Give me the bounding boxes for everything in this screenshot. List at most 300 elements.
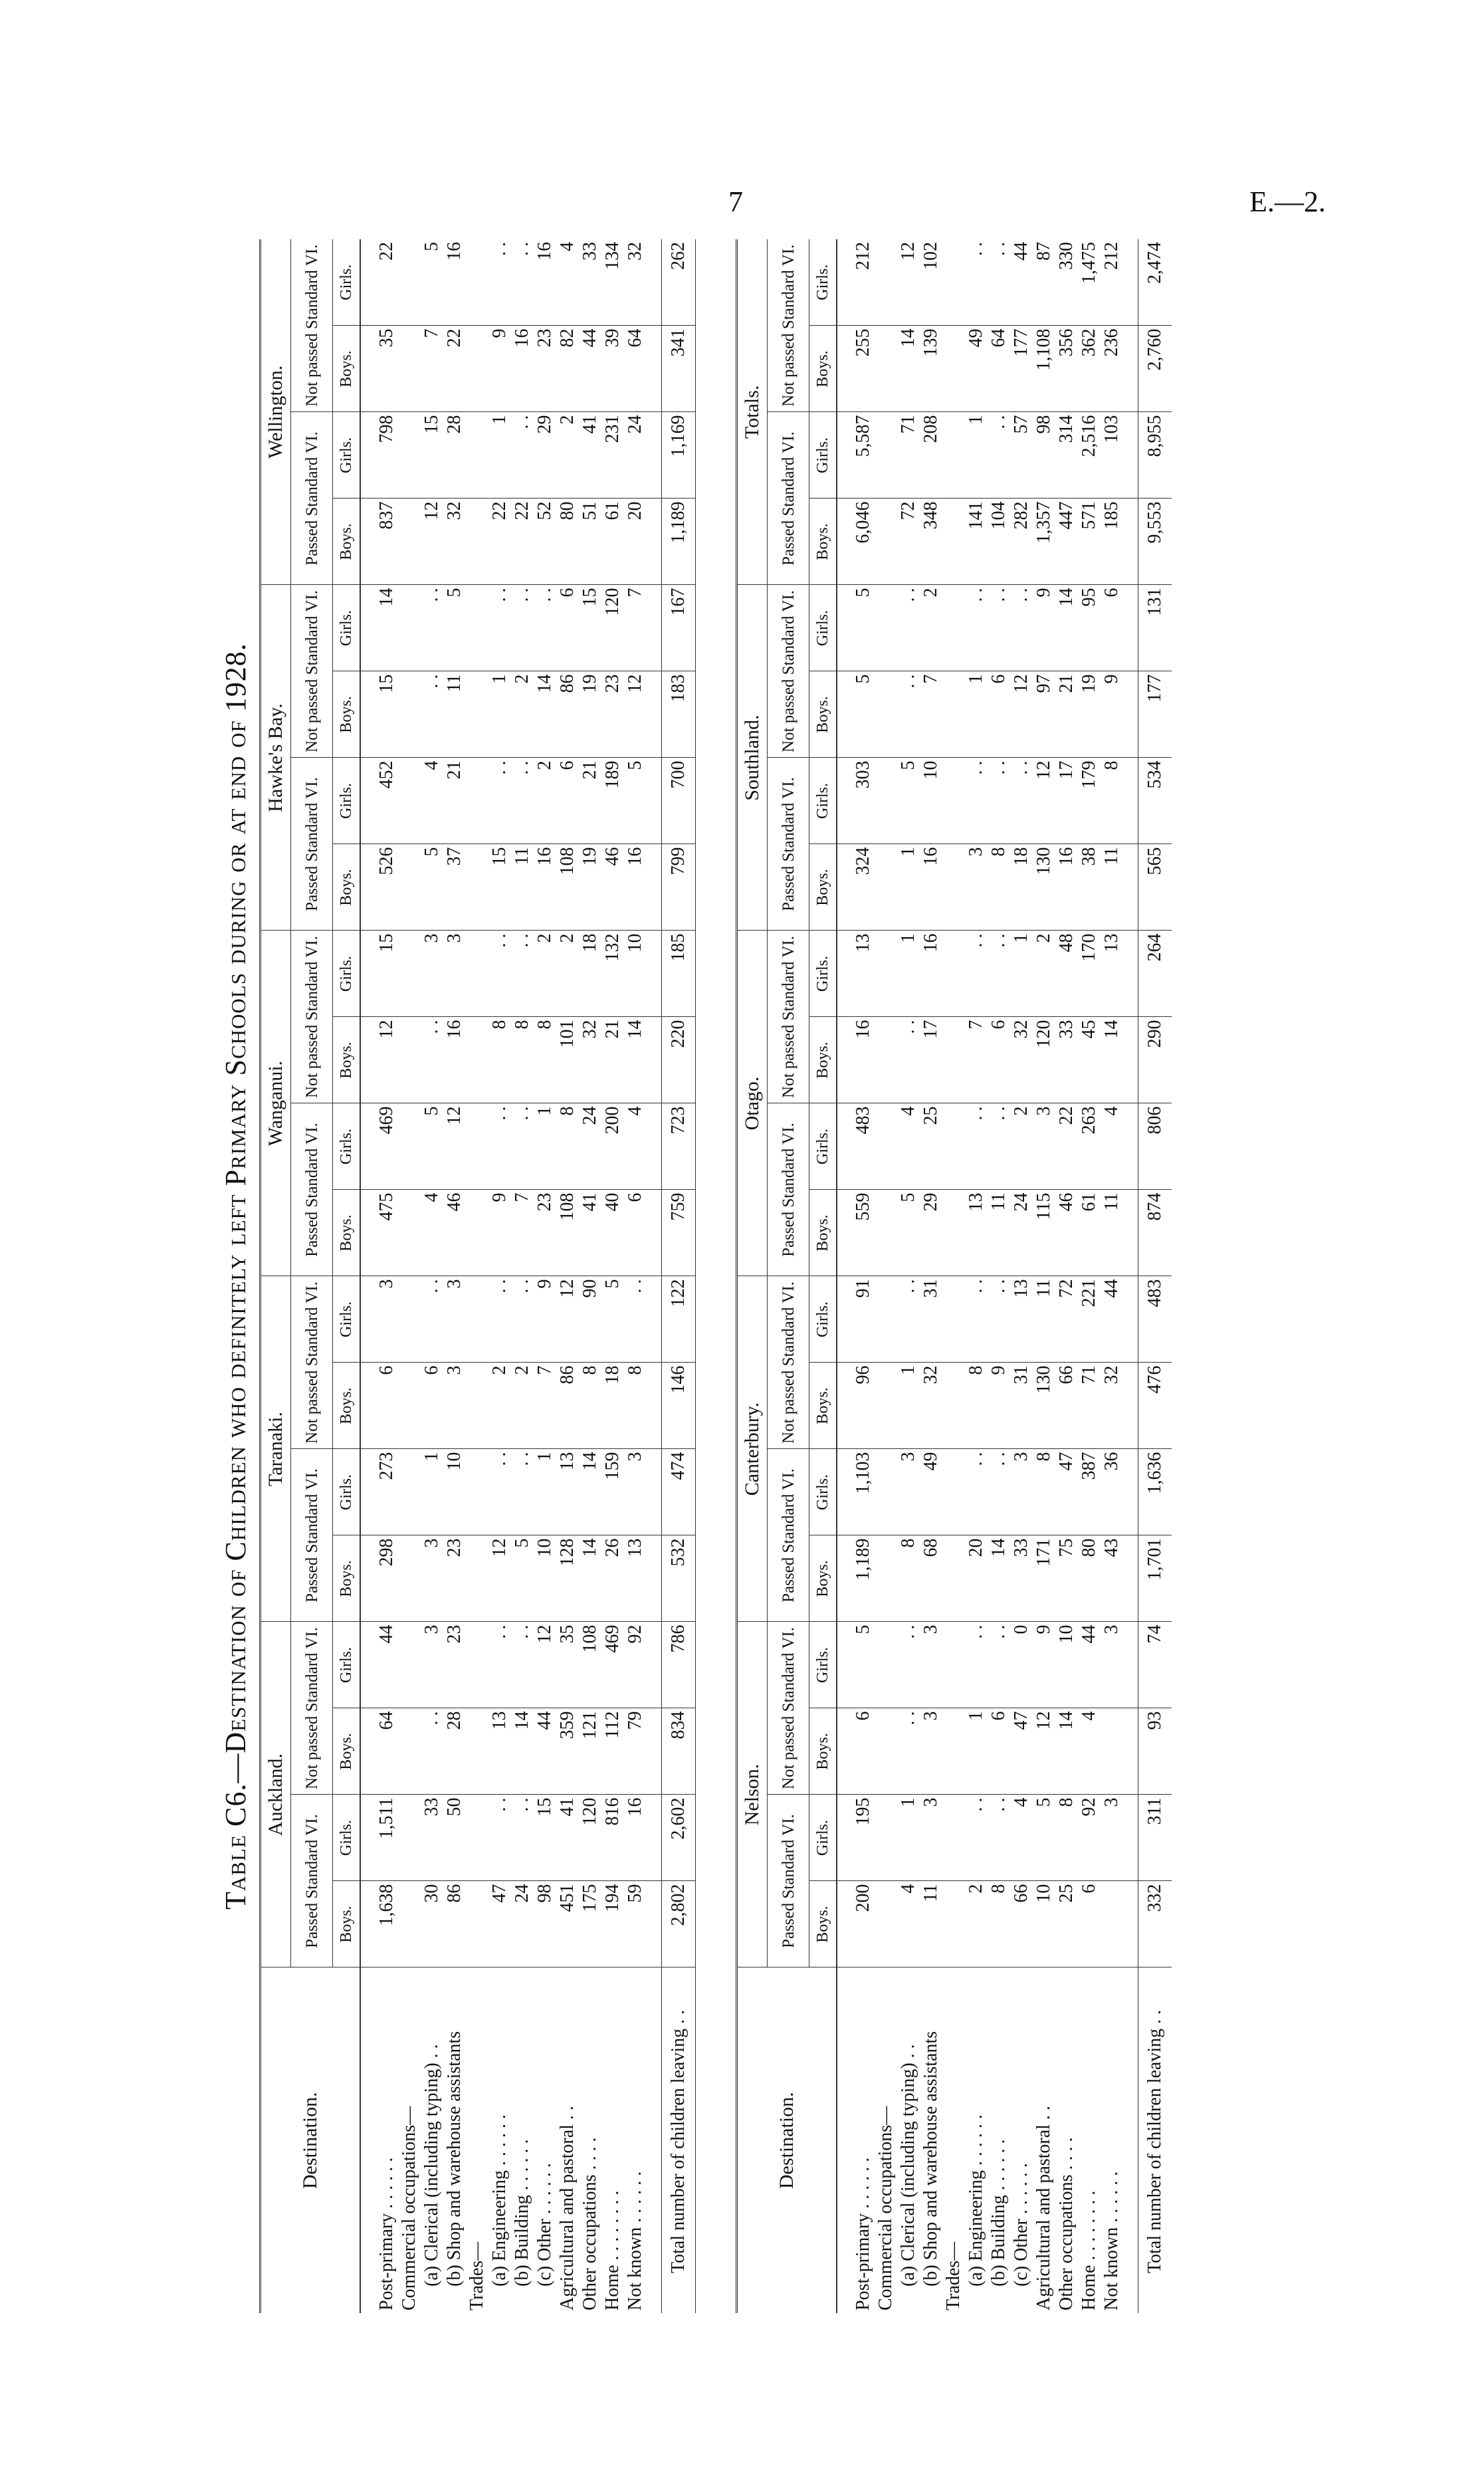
table-cell (398, 585, 421, 671)
table-cell: 21 (579, 758, 601, 844)
table-cell: . . (965, 758, 988, 844)
table-cell (942, 1795, 965, 1881)
girls-header: Girls. (333, 1449, 361, 1535)
table-cell: 28 (443, 1708, 466, 1795)
table-cell: 49 (920, 1449, 942, 1535)
not-passed-header: Not passed Standard VI. (768, 1276, 809, 1449)
table-cell (398, 239, 421, 326)
table-cell (398, 1017, 421, 1103)
table-cell: 469 (375, 1103, 398, 1190)
table-cell (466, 1190, 488, 1276)
table-cell: 6 (421, 1363, 443, 1449)
table-cell: 12 (421, 499, 443, 585)
table-cell: 6 (375, 1363, 398, 1449)
table-cell: 3 (443, 1276, 466, 1363)
row-label: (c) Other . . . . . . (534, 2163, 555, 2287)
table-cell: 5 (601, 1276, 624, 1363)
table-cell: 39 (601, 326, 624, 412)
girls-header: Girls. (809, 1276, 837, 1363)
table-cell: 348 (920, 499, 942, 585)
table-cell: 476 (1138, 1363, 1172, 1449)
table-cell (398, 1449, 421, 1535)
table-cell: 6 (1078, 1881, 1101, 1967)
table-cell: 786 (662, 1622, 696, 1708)
table-cell: 120 (1033, 1017, 1055, 1103)
table-cell: 26 (601, 1535, 624, 1622)
table-cell: 47 (488, 1881, 511, 1967)
table-cell: 1,701 (1138, 1535, 1172, 1622)
table-cell: 1 (897, 1363, 920, 1449)
table-cell: 23 (443, 1535, 466, 1622)
table-cell: . . (988, 1622, 1010, 1708)
table-cell (1101, 1708, 1123, 1795)
table-cell: 2 (511, 1363, 534, 1449)
table-cell: . . (488, 758, 511, 844)
table-cell: 12 (897, 239, 920, 326)
table-row (624, 239, 647, 2313)
table-cell: 48 (1055, 931, 1078, 1017)
table-cell: 7 (965, 1017, 988, 1103)
row-label: Trades— (943, 2241, 964, 2310)
table-cell: 66 (1010, 1881, 1033, 1967)
table-cell: . . (988, 931, 1010, 1017)
table-block (736, 239, 1172, 2313)
table-cell: 14 (624, 1017, 647, 1103)
table-cell: 3 (421, 1535, 443, 1622)
row-label: Home . . . . . . . . (602, 2190, 623, 2310)
table-cell (466, 1708, 488, 1795)
passed-header: Passed Standard VI. (768, 1449, 809, 1622)
table-cell: 5 (852, 585, 875, 671)
table-cell: 18 (579, 931, 601, 1017)
table-cell: 1 (897, 931, 920, 1017)
table-cell (875, 1795, 897, 1881)
table-cell: 1,511 (375, 1795, 398, 1881)
table-cell: 130 (1033, 844, 1055, 931)
table-cell: 5 (511, 1535, 534, 1622)
table-cell (466, 1881, 488, 1967)
table-cell: 179 (1078, 758, 1101, 844)
table-cell: 139 (920, 326, 942, 412)
table-cell: 82 (556, 326, 579, 412)
row-label: Post-primary . . . . . . (376, 2157, 397, 2310)
table-cell: 41 (556, 1795, 579, 1881)
table-cell: 469 (601, 1622, 624, 1708)
table-cell: . . (511, 758, 534, 844)
table-cell: 262 (662, 239, 696, 326)
table-cell: 15 (579, 585, 601, 671)
table-cell (942, 1708, 965, 1795)
row-label: Other occupations . . . . (1056, 2137, 1077, 2310)
table-cell: 298 (375, 1535, 398, 1622)
boys-header: Boys. (333, 1017, 361, 1103)
table-cell: 36 (1101, 1449, 1123, 1535)
region-header: Wanganui. (261, 931, 291, 1276)
table-cell: 72 (897, 499, 920, 585)
girls-header: Girls. (809, 239, 837, 326)
table-cell: 92 (624, 1622, 647, 1708)
table-block (259, 239, 695, 2313)
table-cell: 25 (920, 1103, 942, 1190)
table-cell: 112 (601, 1708, 624, 1795)
table-cell (875, 1449, 897, 1535)
table-cell: . . (897, 1017, 920, 1103)
table-cell: 189 (601, 758, 624, 844)
girls-header: Girls. (333, 1622, 361, 1708)
table-row (988, 239, 1010, 2313)
table-cell: 3 (1010, 1449, 1033, 1535)
table-cell: 24 (579, 1103, 601, 1190)
destination-header: Destination. (738, 1967, 837, 2313)
table-cell: 183 (662, 671, 696, 758)
table-cell: 17 (1055, 758, 1078, 844)
table-cell: 19 (1078, 671, 1101, 758)
table-cell: 8 (534, 1017, 556, 1103)
table-cell: 80 (1078, 1535, 1101, 1622)
table-cell: 18 (601, 1363, 624, 1449)
table-cell: 8 (624, 1363, 647, 1449)
table-cell: 2 (488, 1363, 511, 1449)
table-cell: 4 (421, 758, 443, 844)
table-cell: . . (988, 239, 1010, 326)
block-separator (695, 239, 736, 2313)
table-cell: 86 (556, 671, 579, 758)
girls-header: Girls. (809, 412, 837, 499)
table-cell (942, 1276, 965, 1363)
table-cell (875, 1881, 897, 1967)
table-cell: 200 (852, 1881, 875, 1967)
table-cell: . . (488, 1795, 511, 1881)
table-cell: 14 (988, 1535, 1010, 1622)
not-passed-header: Not passed Standard VI. (768, 931, 809, 1103)
table-cell: 2,602 (662, 1795, 696, 1881)
table-cell: . . (988, 758, 1010, 844)
table-cell: 23 (534, 326, 556, 412)
table-cell (875, 1708, 897, 1795)
table-cell: 95 (1078, 585, 1101, 671)
table-cell: 45 (1078, 1017, 1101, 1103)
table-cell: 92 (1078, 1795, 1101, 1881)
boys-header: Boys. (809, 1190, 837, 1276)
table-cell: . . (965, 1795, 988, 1881)
table-cell: 87 (1033, 239, 1055, 326)
table-cell: 33 (1055, 1017, 1078, 1103)
table-cell: 13 (624, 1535, 647, 1622)
table-cell: 22 (511, 499, 534, 585)
table-cell: 212 (1101, 239, 1123, 326)
table-cell: 5 (421, 1103, 443, 1190)
table-cell: 5 (624, 758, 647, 844)
table-row (601, 239, 624, 2313)
table-cell: 3 (920, 1622, 942, 1708)
region-header: Nelson. (738, 1622, 768, 1967)
row-label: Total number of children leaving . . (1138, 1967, 1172, 2313)
table-cell: 8,955 (1138, 412, 1172, 499)
table-cell (466, 1363, 488, 1449)
table-cell: 12 (488, 1535, 511, 1622)
region-header: Totals. (738, 239, 768, 585)
table-cell: 324 (852, 844, 875, 931)
table-cell: . . (965, 1276, 988, 1363)
table-cell: 11 (443, 671, 466, 758)
table-cell: 90 (579, 1276, 601, 1363)
table-cell: 7 (624, 585, 647, 671)
table-cell: 3 (897, 1449, 920, 1535)
table-row (875, 239, 897, 2313)
table-cell (875, 758, 897, 844)
table-cell: 8 (511, 1017, 534, 1103)
table-cell: 44 (534, 1708, 556, 1795)
table-cell: 46 (1055, 1190, 1078, 1276)
girls-header: Girls. (809, 1795, 837, 1881)
region-header: Hawke's Bay. (261, 585, 291, 931)
table-cell: . . (511, 239, 534, 326)
row-label: (c) Other . . . . . . (1011, 2163, 1031, 2287)
region-header: Taranaki. (261, 1276, 291, 1622)
not-passed-header: Not passed Standard VI. (291, 1276, 333, 1449)
table-cell: 15 (488, 844, 511, 931)
table-cell: 5 (443, 585, 466, 671)
table-cell: 18 (1010, 844, 1033, 931)
table-cell (875, 844, 897, 931)
table-title: Table C6.—Destination of Children who definitely left Primary Schools during or at end of 1928. (219, 643, 252, 1910)
table-cell: . . (988, 1103, 1010, 1190)
table-blocks (259, 239, 1172, 2313)
table-cell: 8 (556, 1103, 579, 1190)
table-cell: 22 (488, 499, 511, 585)
row-label: (a) Clerical (including typing) . . (421, 2044, 442, 2287)
table-cell: 40 (601, 1190, 624, 1276)
table-cell: 212 (852, 239, 875, 326)
table-cell: 16 (920, 931, 942, 1017)
table-cell: 80 (556, 499, 579, 585)
table-cell (398, 1881, 421, 1967)
table-row (1055, 239, 1078, 2313)
table-cell (942, 1363, 965, 1449)
table-cell: 17 (920, 1017, 942, 1103)
table-cell: 447 (1055, 499, 1078, 585)
table-cell: 52 (534, 499, 556, 585)
table-cell (398, 1622, 421, 1708)
table-cell: 483 (852, 1103, 875, 1190)
table-cell: 15 (534, 1795, 556, 1881)
girls-header: Girls. (333, 1103, 361, 1190)
boys-header: Boys. (809, 1363, 837, 1449)
table-cell: 23 (601, 671, 624, 758)
girls-header: Girls. (809, 1449, 837, 1535)
table-cell: 32 (579, 1017, 601, 1103)
table-cell: 30 (421, 1881, 443, 1967)
table-cell: 14 (1101, 1017, 1123, 1103)
row-label: (b) Shop and warehouse assistants (920, 2031, 941, 2287)
table-cell: . . (488, 1449, 511, 1535)
girls-header: Girls. (333, 239, 361, 326)
table-cell: 1,189 (852, 1535, 875, 1622)
table-cell: 3 (443, 931, 466, 1017)
table-cell: 1 (488, 671, 511, 758)
table-cell: 8 (1055, 1795, 1078, 1881)
table-cell: 6 (852, 1708, 875, 1795)
table-cell: . . (488, 239, 511, 326)
table-cell: 12 (375, 1017, 398, 1103)
table-cell: 5 (421, 239, 443, 326)
table-cell (466, 412, 488, 499)
not-passed-header: Not passed Standard VI. (768, 585, 809, 758)
table-cell: 3 (1101, 1622, 1123, 1708)
table-cell: . . (488, 1103, 511, 1190)
region-header: Wellington. (261, 239, 291, 585)
table-cell: 231 (601, 412, 624, 499)
table-cell: 15 (375, 671, 398, 758)
table-cell: 93 (1138, 1708, 1172, 1795)
girls-header: Girls. (809, 1103, 837, 1190)
table-cell (942, 1017, 965, 1103)
table-cell: 874 (1138, 1190, 1172, 1276)
table-cell: 3 (965, 844, 988, 931)
table-cell (875, 1276, 897, 1363)
total-row (662, 239, 696, 2313)
table-cell: 101 (556, 1017, 579, 1103)
table-cell (942, 499, 965, 585)
table-cell: 131 (1138, 585, 1172, 671)
table-cell: 108 (556, 844, 579, 931)
not-passed-header: Not passed Standard VI. (768, 239, 809, 412)
table-cell: 483 (1138, 1276, 1172, 1363)
table-cell: 33 (1010, 1535, 1033, 1622)
table-cell: 3 (920, 1795, 942, 1881)
table-cell: 185 (662, 931, 696, 1017)
table-cell: 21 (601, 1017, 624, 1103)
table-cell (942, 239, 965, 326)
table-cell: 9 (1101, 671, 1123, 758)
data-table (738, 239, 1172, 2313)
row-label: Home . . . . . . . . (1079, 2190, 1099, 2310)
table-cell: . . (421, 1276, 443, 1363)
table-cell: 221 (1078, 1276, 1101, 1363)
table-cell: 16 (920, 844, 942, 931)
table-cell: 11 (1101, 844, 1123, 931)
table-cell: . . (511, 1795, 534, 1881)
table-cell: 16 (443, 1017, 466, 1103)
table-cell: 5 (1033, 1795, 1055, 1881)
table-cell: 16 (624, 1795, 647, 1881)
table-cell: 32 (624, 239, 647, 326)
table-cell: . . (488, 931, 511, 1017)
table-cell: 2 (511, 671, 534, 758)
spacer-row (647, 239, 662, 2313)
table-cell: . . (965, 1622, 988, 1708)
table-cell: 44 (375, 1622, 398, 1708)
row-label: Not known . . . . . . (1101, 2171, 1122, 2310)
table-cell: 21 (443, 758, 466, 844)
passed-header: Passed Standard VI. (291, 1449, 333, 1622)
table-cell: 22 (1055, 1103, 1078, 1190)
table-cell: 49 (965, 326, 988, 412)
table-cell: 14 (1055, 585, 1078, 671)
table-cell: 4 (556, 239, 579, 326)
table-cell: 194 (601, 1881, 624, 1967)
table-cell: 91 (852, 1276, 875, 1363)
boys-header: Boys. (809, 326, 837, 412)
table-cell (398, 1276, 421, 1363)
table-cell (398, 1708, 421, 1795)
table-cell: 9 (1033, 585, 1055, 671)
table-row (965, 239, 988, 2313)
table-cell: 122 (662, 1276, 696, 1363)
table-cell (398, 1363, 421, 1449)
table-cell (942, 1622, 965, 1708)
table-cell: 9 (1033, 1622, 1055, 1708)
page-code: E.—2. (1249, 185, 1326, 218)
table-cell: 103 (1101, 412, 1123, 499)
boys-header: Boys. (809, 499, 837, 585)
table-cell: 3 (421, 931, 443, 1017)
table-cell: 526 (375, 844, 398, 931)
table-cell: 5 (897, 758, 920, 844)
table-cell (875, 499, 897, 585)
girls-header: Girls. (333, 931, 361, 1017)
table-cell: 41 (579, 1190, 601, 1276)
table-cell: 834 (662, 1708, 696, 1795)
table-cell (942, 326, 965, 412)
table-cell: 1,189 (662, 499, 696, 585)
girls-header: Girls. (333, 1276, 361, 1363)
table-cell: . . (534, 585, 556, 671)
table-cell: 33 (579, 239, 601, 326)
table-cell: 3 (443, 1363, 466, 1449)
table-row (1033, 239, 1055, 2313)
table-cell: 208 (920, 412, 942, 499)
table-cell: 2 (1010, 1103, 1033, 1190)
table-cell: 50 (443, 1795, 466, 1881)
table-cell: 44 (1078, 1622, 1101, 1708)
table-cell: 387 (1078, 1449, 1101, 1535)
table-cell: 311 (1138, 1795, 1172, 1881)
table-cell: . . (897, 1622, 920, 1708)
table-cell: 11 (920, 1881, 942, 1967)
table-row (421, 239, 443, 2313)
table-cell: . . (511, 1103, 534, 1190)
table-cell (875, 239, 897, 326)
table-cell: 41 (579, 412, 601, 499)
not-passed-header: Not passed Standard VI. (291, 239, 333, 412)
region-header: Auckland. (261, 1622, 291, 1967)
table-cell (942, 585, 965, 671)
table-cell (466, 931, 488, 1017)
boys-header: Boys. (333, 1708, 361, 1795)
table-row (488, 239, 511, 2313)
table-cell (398, 931, 421, 1017)
table-cell: 16 (511, 326, 534, 412)
table-cell: 798 (375, 412, 398, 499)
table-cell: 451 (556, 1881, 579, 1967)
row-label: Commercial occupations— (875, 2106, 896, 2310)
table-cell (398, 326, 421, 412)
table-cell (398, 499, 421, 585)
table-cell: 2,802 (662, 1881, 696, 1967)
table-cell: 0 (1010, 1622, 1033, 1708)
table-cell: 10 (920, 758, 942, 844)
table-cell: 23 (534, 1190, 556, 1276)
table-cell: 171 (1033, 1535, 1055, 1622)
table-cell (398, 758, 421, 844)
table-cell (398, 412, 421, 499)
table-cell: 64 (988, 326, 1010, 412)
table-cell: 104 (988, 499, 1010, 585)
table-cell (875, 1017, 897, 1103)
table-cell: 837 (375, 499, 398, 585)
table-cell (875, 1535, 897, 1622)
